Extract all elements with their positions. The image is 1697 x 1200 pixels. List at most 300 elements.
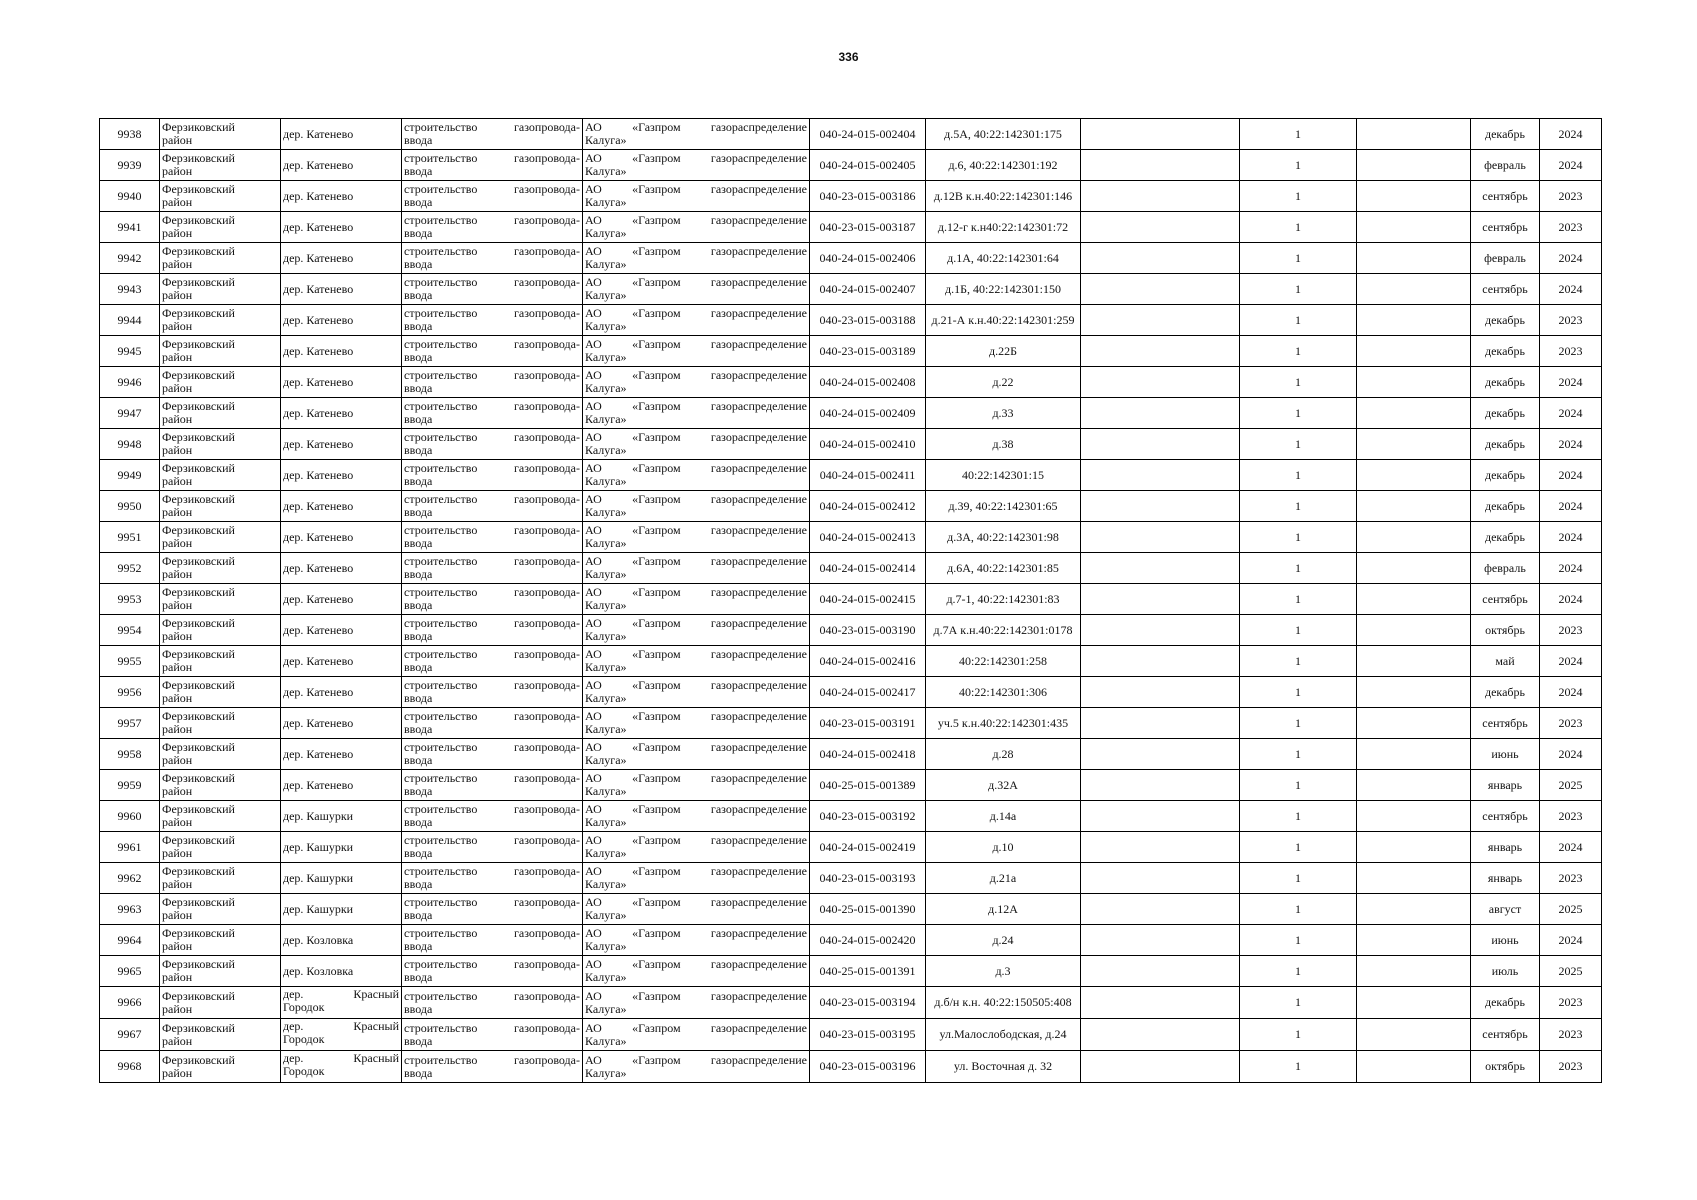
quantity-cell: 1 bbox=[1240, 677, 1357, 708]
row-number: 9938 bbox=[100, 119, 160, 150]
locality-cell bbox=[281, 522, 402, 553]
year-cell: 2023 bbox=[1540, 615, 1602, 646]
month-cell: сентябрь bbox=[1471, 584, 1540, 615]
empty-cell bbox=[1081, 584, 1240, 615]
locality-cell bbox=[281, 491, 402, 522]
object-code: 040-24-015-002418 bbox=[810, 739, 926, 770]
quantity-cell: 1 bbox=[1240, 553, 1357, 584]
organization-suffix: Калуга» bbox=[585, 567, 627, 581]
district-name: Ферзиковский bbox=[162, 771, 235, 785]
organization-suffix: Калуга» bbox=[585, 753, 627, 767]
district-name: Ферзиковский bbox=[162, 988, 235, 1003]
year-cell: 2024 bbox=[1540, 491, 1602, 522]
empty-cell bbox=[1081, 491, 1240, 522]
district-suffix: район bbox=[162, 939, 193, 953]
month-cell: сентябрь bbox=[1471, 181, 1540, 212]
table-row bbox=[100, 615, 1602, 646]
locality-name: дер. Катенево bbox=[283, 622, 354, 637]
table-row bbox=[100, 553, 1602, 584]
organization-name: АО «Газпром газораспределение bbox=[585, 678, 807, 692]
work-type-suffix: ввода bbox=[404, 474, 433, 488]
empty-cell bbox=[1081, 212, 1240, 243]
locality-name: дер. Катенево bbox=[283, 529, 354, 544]
empty-cell bbox=[1081, 894, 1240, 925]
address-cell: д.22 bbox=[926, 367, 1081, 398]
locality-name: дер. Катенево bbox=[283, 374, 354, 389]
district-suffix: район bbox=[162, 412, 193, 426]
locality-cell bbox=[281, 832, 402, 863]
work-type-suffix: ввода bbox=[404, 350, 433, 364]
empty-cell bbox=[1081, 398, 1240, 429]
organization-cell bbox=[583, 460, 810, 491]
district-suffix: район bbox=[162, 629, 193, 643]
quantity-cell: 1 bbox=[1240, 305, 1357, 336]
organization-cell bbox=[583, 708, 810, 739]
object-code: 040-24-015-002406 bbox=[810, 243, 926, 274]
table-row bbox=[100, 336, 1602, 367]
district-suffix: район bbox=[162, 288, 193, 302]
register-rows bbox=[100, 119, 1602, 1083]
empty-cell bbox=[1357, 491, 1471, 522]
table-row bbox=[100, 925, 1602, 956]
year-cell: 2024 bbox=[1540, 739, 1602, 770]
table-row bbox=[100, 212, 1602, 243]
work-cell bbox=[402, 770, 583, 801]
empty-cell bbox=[1081, 770, 1240, 801]
locality-cell bbox=[281, 925, 402, 956]
organization-suffix: Калуга» bbox=[585, 784, 627, 798]
organization-cell bbox=[583, 119, 810, 150]
object-code: 040-24-015-002408 bbox=[810, 367, 926, 398]
work-type-suffix: ввода bbox=[404, 288, 433, 302]
district-cell bbox=[160, 770, 281, 801]
district-suffix: район bbox=[162, 381, 193, 395]
district-name: Ферзиковский bbox=[162, 306, 235, 320]
object-code: 040-24-015-002419 bbox=[810, 832, 926, 863]
work-type: строительство газопровода- bbox=[404, 182, 580, 196]
organization-suffix: Калуга» bbox=[585, 226, 627, 240]
address-cell: д.12-г к.н40:22:142301:72 bbox=[926, 212, 1081, 243]
work-type: строительство газопровода- bbox=[404, 337, 580, 351]
district-name: Ферзиковский bbox=[162, 399, 235, 413]
district-cell bbox=[160, 243, 281, 274]
district-cell bbox=[160, 398, 281, 429]
quantity-cell: 1 bbox=[1240, 119, 1357, 150]
locality-name: дер. Красный bbox=[283, 1051, 399, 1065]
organization-name: АО «Газпром газораспределение bbox=[585, 213, 807, 227]
row-number: 9954 bbox=[100, 615, 160, 646]
empty-cell bbox=[1357, 863, 1471, 894]
work-cell bbox=[402, 243, 583, 274]
work-type-suffix: ввода bbox=[404, 815, 433, 829]
district-cell bbox=[160, 677, 281, 708]
quantity-cell: 1 bbox=[1240, 801, 1357, 832]
address-cell: д.21а bbox=[926, 863, 1081, 894]
work-cell bbox=[402, 460, 583, 491]
table-row bbox=[100, 367, 1602, 398]
address-cell: уч.5 к.н.40:22:142301:435 bbox=[926, 708, 1081, 739]
quantity-cell: 1 bbox=[1240, 181, 1357, 212]
object-code: 040-25-015-001390 bbox=[810, 894, 926, 925]
empty-cell bbox=[1357, 956, 1471, 987]
empty-cell bbox=[1081, 305, 1240, 336]
address-cell: д.12А bbox=[926, 894, 1081, 925]
locality-name: дер. Катенево bbox=[283, 684, 354, 699]
district-suffix: район bbox=[162, 691, 193, 705]
organization-suffix: Калуга» bbox=[585, 319, 627, 333]
organization-suffix: Калуга» bbox=[585, 164, 627, 178]
district-suffix: район bbox=[162, 877, 193, 891]
organization-suffix: Калуга» bbox=[585, 970, 627, 984]
year-cell: 2023 bbox=[1540, 305, 1602, 336]
month-cell: февраль bbox=[1471, 243, 1540, 274]
district-name: Ферзиковский bbox=[162, 275, 235, 289]
work-cell bbox=[402, 646, 583, 677]
table-row bbox=[100, 119, 1602, 150]
year-cell: 2023 bbox=[1540, 863, 1602, 894]
work-cell bbox=[402, 1019, 583, 1051]
work-type: строительство газопровода- bbox=[404, 275, 580, 289]
work-type: строительство газопровода- bbox=[404, 399, 580, 413]
month-cell: январь bbox=[1471, 770, 1540, 801]
district-name: Ферзиковский bbox=[162, 1052, 235, 1067]
organization-name: АО «Газпром газораспределение bbox=[585, 1020, 807, 1035]
district-cell bbox=[160, 584, 281, 615]
organization-cell bbox=[583, 150, 810, 181]
work-cell bbox=[402, 305, 583, 336]
object-code: 040-23-015-003196 bbox=[810, 1051, 926, 1083]
locality-name: дер. Катенево bbox=[283, 591, 354, 606]
month-cell: январь bbox=[1471, 832, 1540, 863]
work-type-suffix: ввода bbox=[404, 691, 433, 705]
locality-suffix: Городок bbox=[283, 1064, 325, 1078]
organization-name: АО «Газпром газораспределение bbox=[585, 616, 807, 630]
address-cell: д.38 bbox=[926, 429, 1081, 460]
locality-suffix: Городок bbox=[283, 1000, 325, 1014]
empty-cell bbox=[1357, 305, 1471, 336]
work-cell bbox=[402, 429, 583, 460]
row-number: 9963 bbox=[100, 894, 160, 925]
organization-cell bbox=[583, 894, 810, 925]
work-type-suffix: ввода bbox=[404, 226, 433, 240]
month-cell: октябрь bbox=[1471, 615, 1540, 646]
address-cell: д.22Б bbox=[926, 336, 1081, 367]
locality-name: дер. Катенево bbox=[283, 312, 354, 327]
table-row bbox=[100, 708, 1602, 739]
district-cell bbox=[160, 925, 281, 956]
empty-cell bbox=[1081, 987, 1240, 1019]
work-cell bbox=[402, 522, 583, 553]
empty-cell bbox=[1357, 1019, 1471, 1051]
locality-name: дер. Катенево bbox=[283, 219, 354, 234]
organization-name: АО «Газпром газораспределение bbox=[585, 244, 807, 258]
month-cell: июнь bbox=[1471, 739, 1540, 770]
district-name: Ферзиковский bbox=[162, 1020, 235, 1035]
empty-cell bbox=[1081, 119, 1240, 150]
row-number: 9962 bbox=[100, 863, 160, 894]
organization-cell bbox=[583, 181, 810, 212]
object-code: 040-24-015-002414 bbox=[810, 553, 926, 584]
empty-cell bbox=[1081, 1019, 1240, 1051]
organization-cell bbox=[583, 398, 810, 429]
locality-cell bbox=[281, 181, 402, 212]
work-type: строительство газопровода- bbox=[404, 523, 580, 537]
work-type-suffix: ввода bbox=[404, 598, 433, 612]
empty-cell bbox=[1081, 336, 1240, 367]
district-name: Ферзиковский bbox=[162, 647, 235, 661]
address-cell: д.1А, 40:22:142301:64 bbox=[926, 243, 1081, 274]
locality-cell bbox=[281, 398, 402, 429]
work-type: строительство газопровода- bbox=[404, 213, 580, 227]
district-cell bbox=[160, 305, 281, 336]
organization-name: АО «Газпром газораспределение bbox=[585, 337, 807, 351]
work-type-suffix: ввода bbox=[404, 846, 433, 860]
work-type-suffix: ввода bbox=[404, 412, 433, 426]
organization-cell bbox=[583, 367, 810, 398]
locality-cell bbox=[281, 305, 402, 336]
district-cell bbox=[160, 987, 281, 1019]
empty-cell bbox=[1081, 367, 1240, 398]
empty-cell bbox=[1081, 646, 1240, 677]
table-row bbox=[100, 274, 1602, 305]
row-number: 9959 bbox=[100, 770, 160, 801]
row-number: 9956 bbox=[100, 677, 160, 708]
locality-cell bbox=[281, 119, 402, 150]
month-cell: январь bbox=[1471, 863, 1540, 894]
table-row bbox=[100, 181, 1602, 212]
locality-name: дер. Катенево bbox=[283, 467, 354, 482]
organization-cell bbox=[583, 212, 810, 243]
district-suffix: район bbox=[162, 846, 193, 860]
district-name: Ферзиковский bbox=[162, 461, 235, 475]
organization-cell bbox=[583, 274, 810, 305]
month-cell: декабрь bbox=[1471, 429, 1540, 460]
work-type: строительство газопровода- bbox=[404, 368, 580, 382]
object-code: 040-24-015-002410 bbox=[810, 429, 926, 460]
empty-cell bbox=[1081, 832, 1240, 863]
table-row bbox=[100, 677, 1602, 708]
work-type-suffix: ввода bbox=[404, 753, 433, 767]
row-number: 9952 bbox=[100, 553, 160, 584]
district-cell bbox=[160, 1019, 281, 1051]
address-cell: 40:22:142301:15 bbox=[926, 460, 1081, 491]
work-type-suffix: ввода bbox=[404, 629, 433, 643]
month-cell: февраль bbox=[1471, 150, 1540, 181]
empty-cell bbox=[1357, 708, 1471, 739]
organization-cell bbox=[583, 336, 810, 367]
locality-name: дер. Катенево bbox=[283, 126, 354, 141]
work-type: строительство газопровода- bbox=[404, 864, 580, 878]
object-code: 040-23-015-003187 bbox=[810, 212, 926, 243]
district-suffix: район bbox=[162, 598, 193, 612]
organization-cell bbox=[583, 677, 810, 708]
work-type-suffix: ввода bbox=[404, 939, 433, 953]
organization-name: АО «Газпром газораспределение bbox=[585, 926, 807, 940]
district-name: Ферзиковский bbox=[162, 182, 235, 196]
organization-name: АО «Газпром газораспределение bbox=[585, 399, 807, 413]
locality-name: дер. Катенево bbox=[283, 746, 354, 761]
year-cell: 2024 bbox=[1540, 119, 1602, 150]
year-cell: 2024 bbox=[1540, 677, 1602, 708]
locality-cell bbox=[281, 367, 402, 398]
district-cell bbox=[160, 429, 281, 460]
month-cell: декабрь bbox=[1471, 398, 1540, 429]
work-cell bbox=[402, 398, 583, 429]
object-code: 040-23-015-003190 bbox=[810, 615, 926, 646]
month-cell: сентябрь bbox=[1471, 274, 1540, 305]
work-type-suffix: ввода bbox=[404, 722, 433, 736]
locality-name: дер. Красный bbox=[283, 987, 399, 1001]
district-suffix: район bbox=[162, 319, 193, 333]
work-type: строительство газопровода- bbox=[404, 771, 580, 785]
organization-name: АО «Газпром газораспределение bbox=[585, 864, 807, 878]
work-cell bbox=[402, 491, 583, 522]
district-name: Ферзиковский bbox=[162, 368, 235, 382]
district-suffix: район bbox=[162, 784, 193, 798]
organization-cell bbox=[583, 801, 810, 832]
address-cell: д.21-А к.н.40:22:142301:259 bbox=[926, 305, 1081, 336]
quantity-cell: 1 bbox=[1240, 150, 1357, 181]
district-suffix: район bbox=[162, 908, 193, 922]
district-cell bbox=[160, 119, 281, 150]
empty-cell bbox=[1357, 801, 1471, 832]
address-cell: 40:22:142301:306 bbox=[926, 677, 1081, 708]
year-cell: 2023 bbox=[1540, 987, 1602, 1019]
district-name: Ферзиковский bbox=[162, 430, 235, 444]
work-cell bbox=[402, 212, 583, 243]
row-number: 9950 bbox=[100, 491, 160, 522]
organization-cell bbox=[583, 987, 810, 1019]
empty-cell bbox=[1357, 739, 1471, 770]
locality-name: дер. Козловка bbox=[283, 932, 354, 947]
work-type-suffix: ввода bbox=[404, 1001, 433, 1016]
organization-cell bbox=[583, 429, 810, 460]
table-row bbox=[100, 150, 1602, 181]
locality-name: дер. Козловка bbox=[283, 963, 354, 978]
organization-name: АО «Газпром газораспределение bbox=[585, 151, 807, 165]
empty-cell bbox=[1357, 894, 1471, 925]
work-type: строительство газопровода- bbox=[404, 461, 580, 475]
work-type: строительство газопровода- bbox=[404, 895, 580, 909]
month-cell: июль bbox=[1471, 956, 1540, 987]
organization-name: АО «Газпром газораспределение bbox=[585, 554, 807, 568]
organization-name: АО «Газпром газораспределение bbox=[585, 120, 807, 134]
locality-cell bbox=[281, 646, 402, 677]
table-row bbox=[100, 460, 1602, 491]
locality-cell bbox=[281, 243, 402, 274]
quantity-cell: 1 bbox=[1240, 708, 1357, 739]
table-row bbox=[100, 863, 1602, 894]
quantity-cell: 1 bbox=[1240, 584, 1357, 615]
district-name: Ферзиковский bbox=[162, 833, 235, 847]
organization-name: АО «Газпром газораспределение bbox=[585, 802, 807, 816]
address-cell: д.24 bbox=[926, 925, 1081, 956]
district-name: Ферзиковский bbox=[162, 337, 235, 351]
empty-cell bbox=[1081, 553, 1240, 584]
locality-cell bbox=[281, 894, 402, 925]
work-type-suffix: ввода bbox=[404, 1033, 433, 1048]
district-name: Ферзиковский bbox=[162, 864, 235, 878]
organization-suffix: Калуга» bbox=[585, 350, 627, 364]
organization-name: АО «Газпром газораспределение bbox=[585, 430, 807, 444]
year-cell: 2023 bbox=[1540, 181, 1602, 212]
work-type-suffix: ввода bbox=[404, 133, 433, 147]
organization-name: АО «Газпром газораспределение bbox=[585, 988, 807, 1003]
work-type: строительство газопровода- bbox=[404, 647, 580, 661]
address-cell: д.10 bbox=[926, 832, 1081, 863]
district-name: Ферзиковский bbox=[162, 554, 235, 568]
empty-cell bbox=[1357, 770, 1471, 801]
locality-cell bbox=[281, 739, 402, 770]
empty-cell bbox=[1357, 615, 1471, 646]
locality-cell bbox=[281, 956, 402, 987]
locality-name: дер. Катенево bbox=[283, 188, 354, 203]
quantity-cell: 1 bbox=[1240, 460, 1357, 491]
row-number: 9951 bbox=[100, 522, 160, 553]
address-cell: д.6, 40:22:142301:192 bbox=[926, 150, 1081, 181]
district-suffix: район bbox=[162, 226, 193, 240]
organization-name: АО «Газпром газораспределение bbox=[585, 895, 807, 909]
work-cell bbox=[402, 584, 583, 615]
empty-cell bbox=[1357, 987, 1471, 1019]
locality-cell bbox=[281, 615, 402, 646]
work-cell bbox=[402, 925, 583, 956]
work-type: строительство газопровода- bbox=[404, 926, 580, 940]
organization-cell bbox=[583, 739, 810, 770]
organization-cell bbox=[583, 925, 810, 956]
month-cell: сентябрь bbox=[1471, 212, 1540, 243]
organization-suffix: Калуга» bbox=[585, 846, 627, 860]
work-cell bbox=[402, 336, 583, 367]
empty-cell bbox=[1357, 1051, 1471, 1083]
locality-cell bbox=[281, 150, 402, 181]
work-type-suffix: ввода bbox=[404, 660, 433, 674]
year-cell: 2023 bbox=[1540, 212, 1602, 243]
empty-cell bbox=[1081, 708, 1240, 739]
address-cell: д.7-1, 40:22:142301:83 bbox=[926, 584, 1081, 615]
locality-cell bbox=[281, 1019, 402, 1051]
organization-name: АО «Газпром газораспределение bbox=[585, 461, 807, 475]
work-cell bbox=[402, 894, 583, 925]
empty-cell bbox=[1357, 181, 1471, 212]
organization-name: АО «Газпром газораспределение bbox=[585, 1052, 807, 1067]
work-cell bbox=[402, 832, 583, 863]
quantity-cell: 1 bbox=[1240, 987, 1357, 1019]
work-type-suffix: ввода bbox=[404, 877, 433, 891]
year-cell: 2023 bbox=[1540, 1019, 1602, 1051]
table-row bbox=[100, 801, 1602, 832]
locality-name: дер. Катенево bbox=[283, 777, 354, 792]
month-cell: декабрь bbox=[1471, 987, 1540, 1019]
district-suffix: район bbox=[162, 1065, 193, 1080]
row-number: 9961 bbox=[100, 832, 160, 863]
row-number: 9966 bbox=[100, 987, 160, 1019]
quantity-cell: 1 bbox=[1240, 956, 1357, 987]
work-type-suffix: ввода bbox=[404, 970, 433, 984]
district-suffix: район bbox=[162, 443, 193, 457]
work-type-suffix: ввода bbox=[404, 1065, 433, 1080]
empty-cell bbox=[1357, 243, 1471, 274]
address-cell: 40:22:142301:258 bbox=[926, 646, 1081, 677]
work-type: строительство газопровода- bbox=[404, 306, 580, 320]
object-code: 040-23-015-003191 bbox=[810, 708, 926, 739]
row-number: 9939 bbox=[100, 150, 160, 181]
work-type: строительство газопровода- bbox=[404, 120, 580, 134]
district-suffix: район bbox=[162, 567, 193, 581]
district-suffix: район bbox=[162, 195, 193, 209]
month-cell: октябрь bbox=[1471, 1051, 1540, 1083]
empty-cell bbox=[1081, 925, 1240, 956]
